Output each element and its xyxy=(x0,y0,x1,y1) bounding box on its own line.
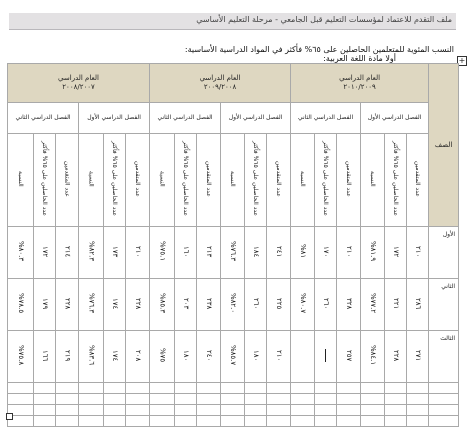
table-cell xyxy=(407,331,429,383)
cell-value: ٨٢.٣% xyxy=(87,241,96,262)
table-cell xyxy=(291,227,315,279)
dash-mark xyxy=(325,349,326,362)
table-cell xyxy=(126,331,150,383)
grade-label: الثالث xyxy=(429,331,459,383)
table-cell xyxy=(291,279,315,331)
term-header: الفصل الدراسي الثاني xyxy=(150,103,221,134)
cell-value: ١٨٠ xyxy=(182,349,191,362)
cell-value: ٧٥% xyxy=(158,348,167,363)
cell-value: ٢٦٠ xyxy=(252,297,261,310)
cell-value: ٢٠٨ xyxy=(134,349,143,362)
cell-value: ١٦٠ xyxy=(182,245,191,258)
year-header: العام الدراسي ٢٠١٠/٢٠٠٩ xyxy=(291,64,429,103)
column-header: عدد الحاصلين على ٦٥% فأكثر xyxy=(34,134,56,227)
cell-value: ٨١.٩% xyxy=(369,241,378,262)
cell-value: ٢٢١ xyxy=(392,297,401,310)
cell-value: ٨٢.٠% xyxy=(229,293,238,314)
table-cell xyxy=(104,331,126,383)
cell-value: ٨٣.٦% xyxy=(87,345,96,366)
column-header: عدد المتقدمين xyxy=(407,134,429,227)
table-cell xyxy=(245,227,267,279)
cell-value: ٧٧.٢% xyxy=(369,293,378,314)
table-cell xyxy=(407,279,429,331)
empty-row xyxy=(8,394,459,405)
column-header: عدد الحاصلين على ٦٥% فأكثر xyxy=(385,134,407,227)
table-cell xyxy=(267,227,291,279)
table-cell xyxy=(34,331,56,383)
cell-value: ١٧٢ xyxy=(41,245,50,258)
empty-row xyxy=(8,416,459,427)
column-header: النسبة xyxy=(221,134,245,227)
table-subcaption: أولا مادة اللغة العربية: xyxy=(323,54,396,63)
table-cell xyxy=(221,227,245,279)
header-bar xyxy=(9,13,456,30)
column-header: النسبة xyxy=(8,134,34,227)
table-cell xyxy=(8,331,34,383)
empty-row xyxy=(8,405,459,416)
cell-value: ٢٠٣ xyxy=(182,297,191,310)
table-cell xyxy=(34,227,56,279)
table-cell xyxy=(221,279,245,331)
table-cell xyxy=(385,331,407,383)
cell-value: ٢٤١ xyxy=(275,245,284,258)
cell-value: ٧٥.١% xyxy=(158,241,167,262)
cell-value: ٨٥.٧% xyxy=(229,345,238,366)
column-header: عدد الحاصلين على ٦٥% فأكثر xyxy=(175,134,197,227)
table-cell xyxy=(267,331,291,383)
table-cell xyxy=(126,279,150,331)
cell-value: ١٦٦ xyxy=(41,349,50,362)
cell-value: ٢١٣ xyxy=(205,245,214,258)
term-header: الفصل الدراسي الأول xyxy=(79,103,150,134)
grade-column-header: الصف xyxy=(429,64,459,227)
table-cell xyxy=(315,227,337,279)
table-cell xyxy=(175,331,197,383)
table-cell xyxy=(267,279,291,331)
cell-value: ٢١٠ xyxy=(275,349,284,362)
table-cell xyxy=(407,227,429,279)
table-cell xyxy=(175,227,197,279)
cell-value: ٧٨.٥% xyxy=(17,293,26,314)
column-header: النسبة xyxy=(361,134,385,227)
column-header: النسبة xyxy=(79,134,104,227)
table-cell xyxy=(245,279,267,331)
table-resize-handle-icon[interactable] xyxy=(6,413,13,420)
table-cell xyxy=(245,331,267,383)
table-cell xyxy=(126,227,150,279)
grade-label: الأول xyxy=(429,227,459,279)
table-cell xyxy=(385,227,407,279)
table-cell xyxy=(34,279,56,331)
table-move-handle-icon[interactable]: + xyxy=(458,56,466,65)
table-cell xyxy=(197,279,221,331)
cell-value: ٨١% xyxy=(299,244,308,259)
cell-value: ٧٦.٣% xyxy=(87,293,96,314)
table-cell xyxy=(8,279,34,331)
table-cell xyxy=(291,331,315,383)
table-cell xyxy=(221,331,245,383)
cell-value: ٢٢٨ xyxy=(134,297,143,310)
column-header: عدد المتقدمين xyxy=(126,134,150,227)
cell-value: ١٧٣ xyxy=(111,245,120,258)
cell-value: ٢١٩ xyxy=(63,349,72,362)
cell-value: ٢٢٥ xyxy=(275,297,284,310)
table-cell xyxy=(56,279,79,331)
term-header: الفصل الدراسي الثاني xyxy=(291,103,361,134)
table-cell xyxy=(56,227,79,279)
header-title: ملف التقدم للاعتماد لمؤسسات التعليم قبل الجامعي - مرحلة التعليم الأساسي xyxy=(196,15,452,24)
table-cell xyxy=(385,279,407,331)
column-header: عدد المتقدمين xyxy=(337,134,361,227)
table-row xyxy=(8,279,459,331)
column-header: النسبة xyxy=(291,134,315,227)
cell-value: ٢١٤ xyxy=(63,245,72,258)
column-header: عدد الحاصلين على ٦٥% فأكثر xyxy=(104,134,126,227)
cell-value: ٧٦.٣% xyxy=(229,241,238,262)
cell-value: ٢٥٧ xyxy=(345,349,354,362)
column-header: عدد الحاصلين على ٦٥% فأكثر xyxy=(315,134,337,227)
column-header: عدد المتقدمين xyxy=(267,134,291,227)
cell-value: ١٧٤ xyxy=(111,297,120,310)
table-cell xyxy=(56,331,79,383)
cell-value: ٧٥.٨% xyxy=(17,345,26,366)
results-table xyxy=(7,63,459,427)
table-cell xyxy=(79,279,104,331)
table-cell xyxy=(150,279,175,331)
empty-row xyxy=(8,383,459,394)
cell-value: ٣٢٨ xyxy=(345,297,354,310)
cell-value: ٢١٠ xyxy=(345,245,354,258)
table-cell xyxy=(104,227,126,279)
cell-value: ٢٢٨ xyxy=(63,297,72,310)
cell-value: ١٨٤ xyxy=(252,245,261,258)
column-header: عدد المتقدمين xyxy=(197,134,221,227)
cell-value: ٢٣٨ xyxy=(205,297,214,310)
cell-value: ٢٨٦ xyxy=(414,297,423,310)
table-cell xyxy=(361,279,385,331)
table-cell xyxy=(175,279,197,331)
term-header: الفصل الدراسي الثاني xyxy=(8,103,79,134)
table-cell xyxy=(79,331,104,383)
table-cell xyxy=(315,279,337,331)
year-header: العام الدراسي ٢٠٠٩/٢٠٠٨ xyxy=(150,64,291,103)
table-cell xyxy=(8,227,34,279)
table-cell xyxy=(315,331,337,383)
table-cell xyxy=(337,279,361,331)
table-cell xyxy=(197,227,221,279)
cell-value: ١٨٠ xyxy=(252,349,261,362)
cell-value: ٢٧١ xyxy=(414,349,423,362)
cell-value: ٨٥.٣% xyxy=(158,293,167,314)
table-row xyxy=(8,227,459,279)
column-header: عدد المتقدمين xyxy=(56,134,79,227)
table-cell xyxy=(150,227,175,279)
cell-value: ٨٠.٣% xyxy=(17,241,26,262)
cell-value: ١٧٤ xyxy=(111,349,120,362)
table-cell xyxy=(337,331,361,383)
table-caption: النسب المئوية للمتعلمين الحاصلين على ٦٥% فأكثر في المواد الدراسية الأساسية: xyxy=(184,45,454,54)
table-cell xyxy=(79,227,104,279)
cell-value: ٢١٠ xyxy=(134,245,143,258)
cell-value: ٨٠.٧% xyxy=(299,293,308,314)
cell-value: ٨٤.١% xyxy=(369,345,378,366)
term-header: الفصل الدراسي الأول xyxy=(361,103,429,134)
cell-value: ٢٤٠ xyxy=(205,349,214,362)
table-cell xyxy=(104,279,126,331)
grade-label: الثاني xyxy=(429,279,459,331)
column-header: النسبة xyxy=(150,134,175,227)
table-cell xyxy=(361,227,385,279)
cell-value: ١٧٢ xyxy=(392,245,401,258)
year-header: العام الدراسي ٢٠٠٨/٢٠٠٧ xyxy=(8,64,150,103)
term-header: الفصل الدراسي الأول xyxy=(221,103,291,134)
table-cell xyxy=(361,331,385,383)
table-cell xyxy=(197,331,221,383)
column-header: عدد الحاصلين على ٦٥% فأكثر xyxy=(245,134,267,227)
table-row xyxy=(8,331,459,383)
table-cell xyxy=(150,331,175,383)
cell-value: ١٧٠ xyxy=(322,245,331,258)
cell-value: ٢٢٨ xyxy=(392,349,401,362)
cell-value: ٢٦٠ xyxy=(322,297,331,310)
table-cell xyxy=(337,227,361,279)
cell-value: ٢١٠ xyxy=(414,245,423,258)
cell-value: ١٧٩ xyxy=(41,297,50,310)
